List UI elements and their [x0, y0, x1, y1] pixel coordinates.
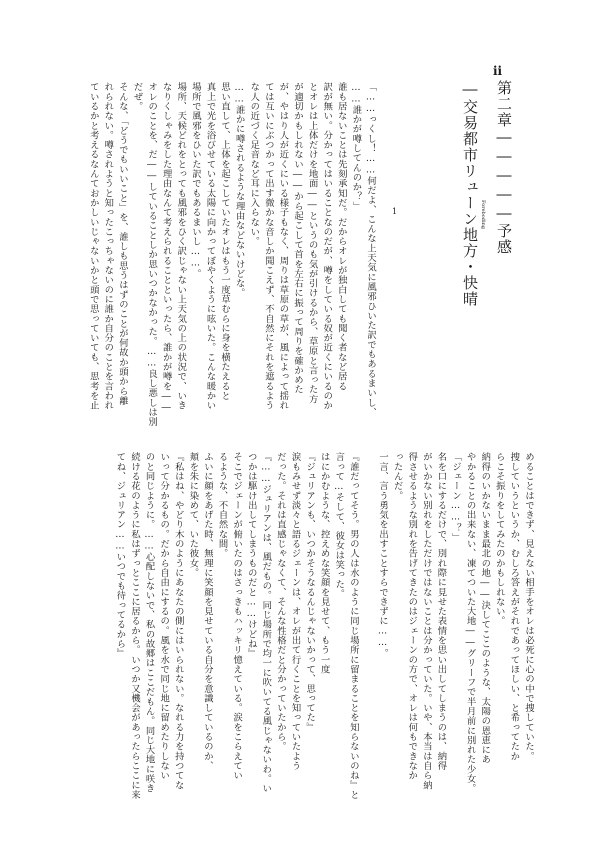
chapter-subtitle: ―交易都市リューン地方・快晴	[461, 80, 479, 307]
page-number: 1	[392, 207, 398, 216]
chapter-title-ruby: Foreboding	[480, 200, 486, 229]
chapter-number: ii	[493, 64, 503, 78]
chapter-title: 第二章―――――予感	[495, 80, 513, 255]
body-text-bottom: めることはできず、見えない相手をオレは必死に心の中で捜していた。 捜していうというか、むしろ答えがそれであってほしい、と希ってたか らこそ振りをしてみたのかもしれない。 納得のいかないまま最北の地――決してここのような、太陽の恩恵にあ やかることの出来ない、凍てついた大地――グリーフで半月前に別れた少女。 「ジェーン……？」 名を口にするだけで、別れ際に見せた表情を思い出してしまうのは、納得 がいかない別れをしただけではないことは分かっていた。いや、本当は自ら納 得させるような別れを告げてきたのはジェーンの方で、オレは何もできなか ったんだ。 一言、言う勇気を出すことすらできずに……。 『誰だってそう。男の人は水のように同じ場所に留まることを知らないのね』と 言って…そして、彼女は笑った。 はにかむような、控えめな笑顔を見せて、もう一度 『ジュリアンも、いつかそうなるんじゃないかって、思ってた』 涙もみせず淡々と語るジェーンは、オレが出て行くことを知っていたよう だった。それは直感じゃなくて、そんな性格だと分かっていたから。 『……ジュリアンは、風だもの。同じ場所で均一に吹いてる風じゃないわ。い つかは駆け出してしまうものだと……けどね』 そこでジェーンが俯いたのはさっきもハッキリ憶えている。涙をこらえてい るような、不自然な間。 ふいに顔をあげた時、無理に笑顔を見せている自分を意識しているのか、 頬を朱に染めて、いた彼女。 『私はね、やどり木のようにあなたの側にはいられない。なれる力を持つてな いって分かるもの。だから自由にするの。風を水で同じ地に留めたりしない のと同じように。……心配しないで、私の故郷はここだもん。同じ大地に咲き 続ける花のように私はずっとここに居るから。いつか又機会があったらここに来 てね、ジュリアン……いつでも待ってるから』	[114, 452, 534, 800]
body-text-top: 「……っくし！……何だよ、こんな上天気に風邪ひいた訳でもあるまいし、 ……誰かが噂してんのか？」 誰も居ないことは先刻承知だ。だからオレが独白しても聞く者など居る 訳が無い。分かってはいることなのだが、噂をしている奴が近くにいるのか とオレは上体だけを地面――というのも気が引けるから、草原と言った方 が適切かもしれない――から起こして首を左右に振って周りを確かめた が、やはり人が近くにいる様子もなく、周りは草原の草が、風によって揺れ ては互いにぶつかって出す微かな音しか聞こえず、不自然にそれを遮るよう な人の近づく足音など耳に入らない。 ……誰かに噂されるような理由などないけどな。 思い直して、上体を起こしていたオレはもう一度草むらに身を横たえると 真上で光を浴びせている太陽に向かってぼやくように呟いた。こんな暖かい 場所で風邪をひいた訳でもあるまいし……。 場所、天候どれをとっても風邪をひく訳じゃない上天気の上の状況で、いき なりくしゃみをした理由なんて考えられることといったら、誰かが噂を―― オレのことを、だ――していることしか思いつかなかった。……良し悪しは別 だぜ。 そんな、「どうでもいいこと」を、誰しも思うはずのことが何故か頭から離 れられない。噂されようと知ったこっちゃないのに誰か自分のことを言われ ているかと考えるなんておかしいじゃないかと頭で思っていても、思考を止	[87, 82, 376, 427]
